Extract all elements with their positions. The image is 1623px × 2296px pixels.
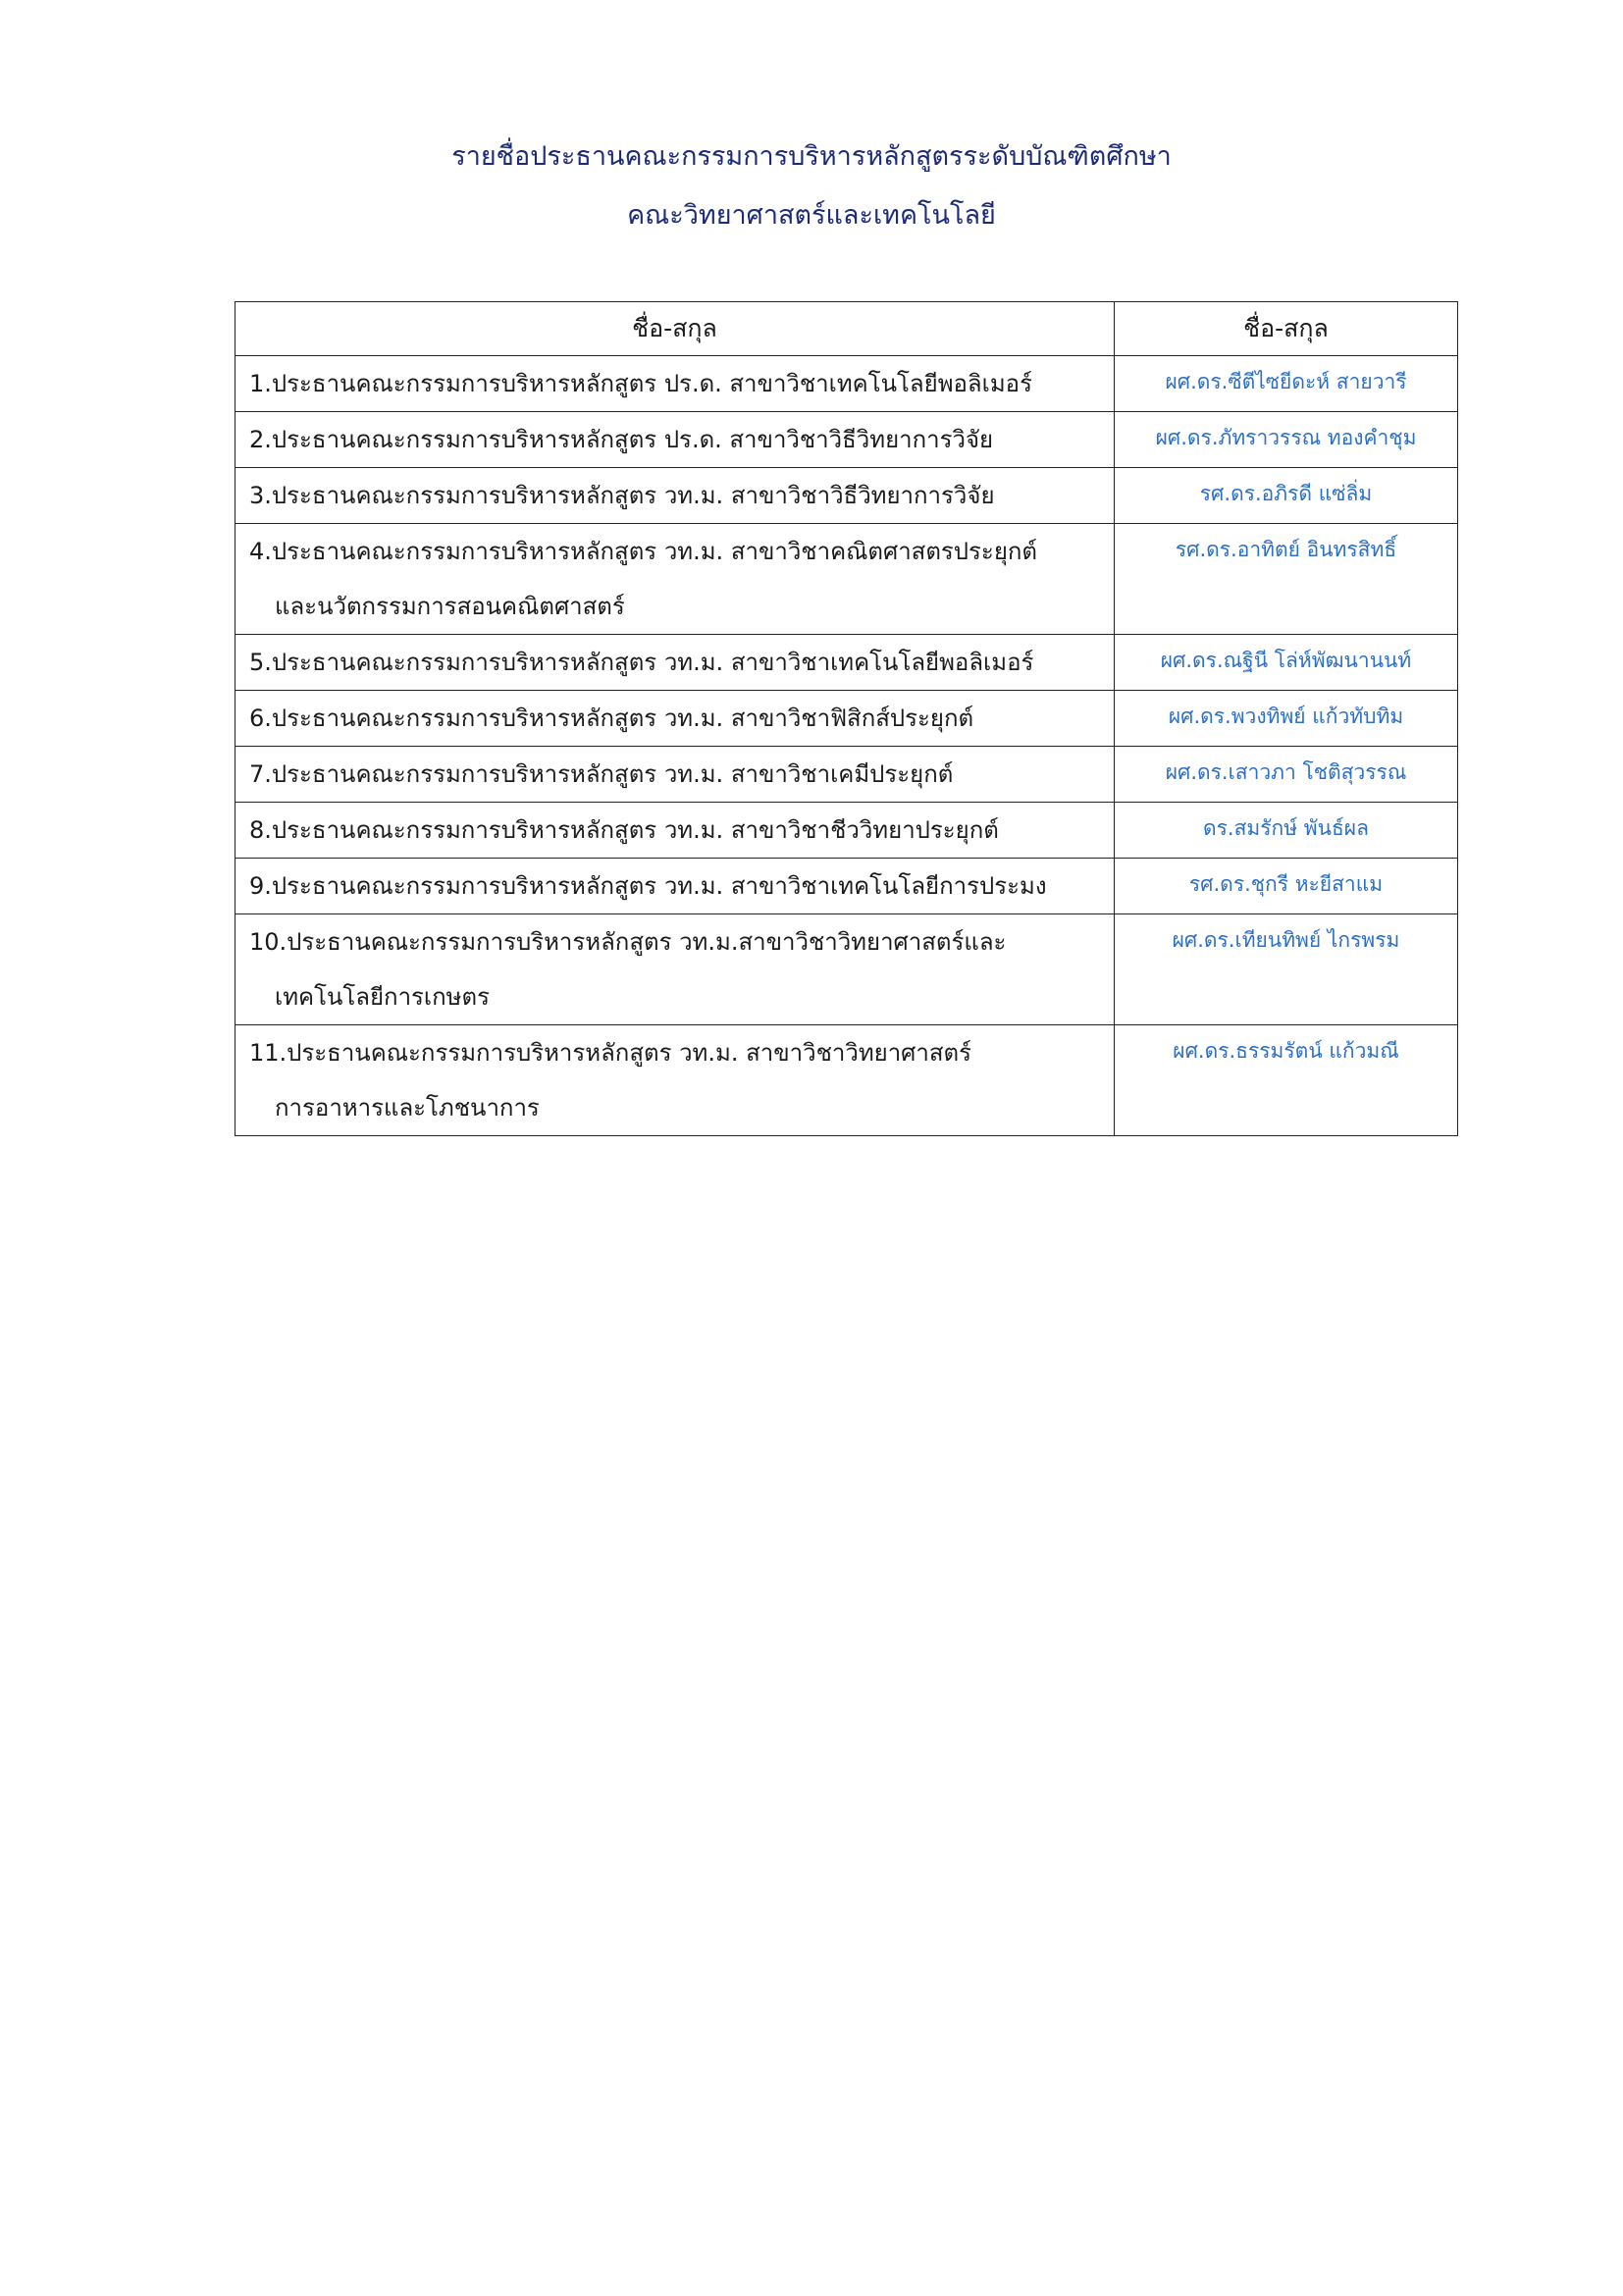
position-cell xyxy=(236,635,1115,691)
position-cell xyxy=(236,356,1115,412)
position-text: 7.ประธานคณะกรรมการบริหารหลักสูตร วท.ม. สาขาวิชาเคมีประยุกต์ xyxy=(249,760,954,788)
table-row xyxy=(236,524,1458,635)
position-cell xyxy=(236,803,1115,859)
chair-name: รศ.ดร.ชุกรี หะยีสาแม xyxy=(1115,859,1458,914)
chair-name: ผศ.ดร.ธรรมรัตน์ แก้วมณี xyxy=(1115,1025,1458,1136)
position-text: 1.ประธานคณะกรรมการบริหารหลักสูตร ปร.ด. สาขาวิชาเทคโนโลยีพอลิเมอร์ xyxy=(249,370,1032,397)
position-text: 4.ประธานคณะกรรมการบริหารหลักสูตร วท.ม. สาขาวิชาคณิตศาสตรประยุกต์ xyxy=(249,538,1038,565)
position-cell xyxy=(236,691,1115,747)
table-row xyxy=(236,859,1458,914)
position-cell xyxy=(236,524,1115,635)
table-row xyxy=(236,803,1458,859)
position-text-continued: และนวัตกรรมการสอนคณิตศาสตร์ xyxy=(275,593,625,620)
position-text: 8.ประธานคณะกรรมการบริหารหลักสูตร วท.ม. สาขาวิชาชีววิทยาประยุกต์ xyxy=(249,816,999,844)
document-title: รายชื่อประธานคณะกรรมการบริหารหลักสูตรระดับบัณฑิตศึกษา xyxy=(451,141,1172,172)
position-cell xyxy=(236,1025,1115,1136)
document-subtitle: คณะวิทยาศาสตร์และเทคโนโลยี xyxy=(627,200,996,231)
table-row xyxy=(236,1025,1458,1136)
table-row xyxy=(236,412,1458,468)
table-row xyxy=(236,747,1458,803)
position-text: 5.ประธานคณะกรรมการบริหารหลักสูตร วท.ม. สาขาวิชาเทคโนโลยีพอลิเมอร์ xyxy=(249,649,1034,676)
table-row xyxy=(236,635,1458,691)
position-cell xyxy=(236,859,1115,914)
table-row xyxy=(236,468,1458,524)
table-row xyxy=(236,914,1458,1025)
table-header-row xyxy=(236,302,1458,356)
column-header-name: ชื่อ-สกุล xyxy=(1115,302,1458,356)
column-header-position: ชื่อ-สกุล xyxy=(236,302,1115,356)
table-row xyxy=(236,691,1458,747)
chair-name: ดร.สมรักษ์ พันธ์ผล xyxy=(1115,803,1458,859)
position-text-continued: เทคโนโลยีการเกษตร xyxy=(275,983,490,1011)
position-cell xyxy=(236,747,1115,803)
position-text-continued: การอาหารและโภชนาการ xyxy=(275,1094,540,1122)
position-text: 2.ประธานคณะกรรมการบริหารหลักสูตร ปร.ด. สาขาวิชาวิธีวิทยาการวิจัย xyxy=(249,426,994,453)
table-row xyxy=(236,356,1458,412)
chair-name: ผศ.ดร.เทียนทิพย์ ไกรพรม xyxy=(1115,914,1458,1025)
chair-name: รศ.ดร.อาทิตย์ อินทรสิทธิ์ xyxy=(1115,524,1458,635)
position-cell xyxy=(236,914,1115,1025)
position-text: 9.ประธานคณะกรรมการบริหารหลักสูตร วท.ม. สาขาวิชาเทคโนโลยีการประมง xyxy=(249,872,1047,900)
chair-name: ผศ.ดร.ซีตีไซยีดะห์ สายวารี xyxy=(1115,356,1458,412)
chair-name: ผศ.ดร.ภัทราวรรณ ทองคำชุม xyxy=(1115,412,1458,468)
chairs-table xyxy=(235,301,1458,1136)
chair-name: ผศ.ดร.ณฐินี โล่ห์พัฒนานนท์ xyxy=(1115,635,1458,691)
position-text: 6.ประธานคณะกรรมการบริหารหลักสูตร วท.ม. สาขาวิชาฟิสิกส์ประยุกต์ xyxy=(249,704,974,732)
chair-name: ผศ.ดร.เสาวภา โชติสุวรรณ xyxy=(1115,747,1458,803)
position-cell xyxy=(236,468,1115,524)
position-cell xyxy=(236,412,1115,468)
position-text: 3.ประธานคณะกรรมการบริหารหลักสูตร วท.ม. สาขาวิชาวิธีวิทยาการวิจัย xyxy=(249,482,995,509)
chair-name: ผศ.ดร.พวงทิพย์ แก้วทับทิม xyxy=(1115,691,1458,747)
position-text: 10.ประธานคณะกรรมการบริหารหลักสูตร วท.ม.สาขาวิชาวิทยาศาสตร์และ xyxy=(249,928,1007,956)
position-text: 11.ประธานคณะกรรมการบริหารหลักสูตร วท.ม. สาขาวิชาวิทยาศาสตร์ xyxy=(249,1039,972,1067)
chair-name: รศ.ดร.อภิรดี แซ่ลิ่ม xyxy=(1115,468,1458,524)
